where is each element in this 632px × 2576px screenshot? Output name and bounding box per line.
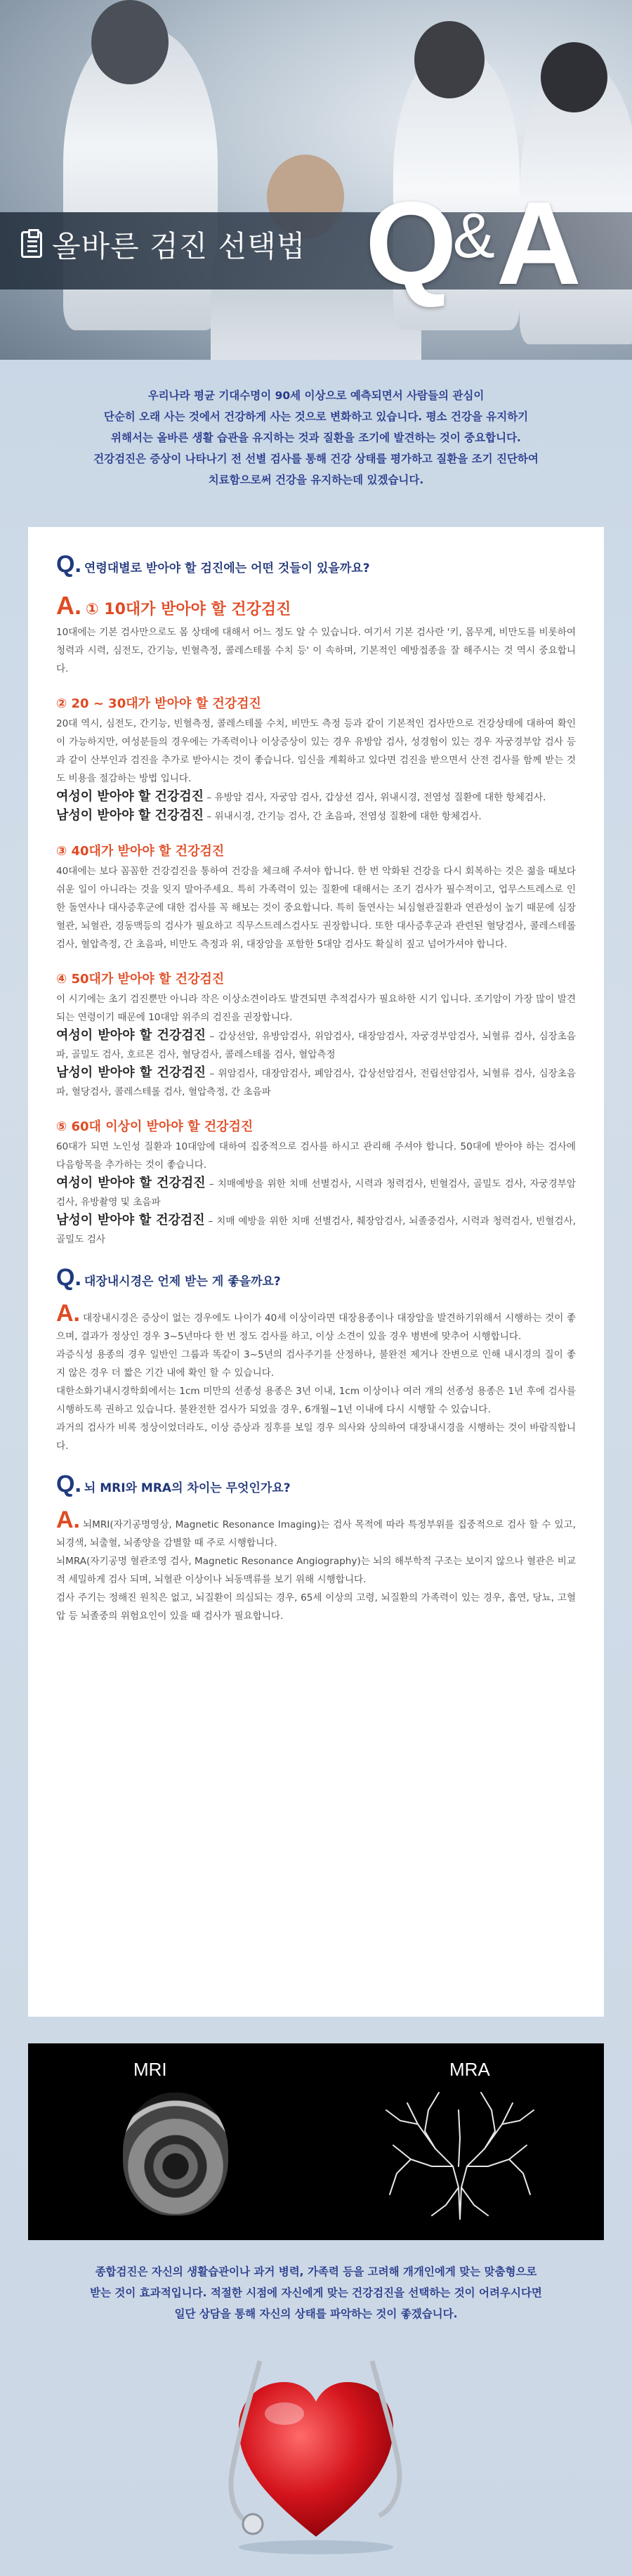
answer-3: [56, 1507, 576, 1552]
intro-line: 단순히 오래 사는 것에서 건강하게 사는 것으로 변화하고 있습니다. 평소 건강을 유지하기: [103, 410, 529, 423]
mra-image: [316, 2043, 604, 2240]
section-title: ⑤ 60대 이상이 받아야 할 건강검진: [56, 1119, 254, 1134]
male-list: – 위암검사, 대장암검사, 폐암검사, 갑상선암검사, 전립선암검사, 뇌혈류 검사, 심장초음파, 혈당검사, 콜레스테롤 검사, 혈압측정, 간 초음파: [56, 1068, 576, 1098]
female-list: – 유방암 검사, 자궁암 검사, 갑상선 검사, 위내시경, 전염성 질환에 대한 항체검사.: [204, 792, 546, 803]
qa-a: A: [496, 177, 577, 309]
a-letter: A.: [56, 591, 81, 620]
answer-1-head: [56, 591, 576, 620]
scan-images: [28, 2043, 604, 2240]
mra-label: MRA: [449, 2059, 490, 2080]
section-body: 이 시기에는 초기 검진뿐만 아니라 작은 이상소견이라도 발견되면 추적검사가 필요하한 시기 입니다. 조기암이 가장 많이 발견되는 연령이기 때문에 10대암 위주의 검진을 권장합니다.: [56, 994, 576, 1023]
mri-image: [28, 2043, 316, 2240]
female-label: 여성이 받아야 할 건강검진: [56, 1176, 206, 1190]
a-letter: A.: [56, 1300, 80, 1327]
hero-banner: [0, 0, 632, 360]
female-exams: [56, 1027, 576, 1064]
section-body: 40대에는 보다 꼼꼼한 건강검진을 통하여 건강을 체크해 주셔야 합니다. 한 번 악화된 건강을 다시 회복하는 것은 젊을 때보다 쉬운 일이 아니라는 것을 잊지 말아주세요. 특히 가족력이 있는 질환에 대해서는 조기 검사가 필수적이고, 업무스트레스로 인한 돌연사나 대사증후군에 대한 검사를 꼭 해보는 것이 중요합니다. 특히 돌연사는 뇌심혈관질환과 연관성이 높기 때문에 심장혈관, 뇌혈관, 경동맥등의 검사가 필요하고 직무스트레스검사도 권장합니다. 또한 대사증후군과 관련된 혈당검사, 콜레스테롤 검사, 혈압측정, 간 초음파, 비만도 측정과 위, 대장암을 포함한 5대암 검사도 확실히 짚고 넘어가셔야 합니다.: [56, 866, 576, 950]
question-text: 뇌 MRI와 MRA의 차이는 무엇인가요?: [84, 1481, 291, 1495]
section-body: 10대에는 기본 검사만으로도 몸 상태에 대해서 어느 정도 알 수 있습니다. 여기서 기본 검사란 '키, 몸무게, 비만도를 비롯하여 청력과 시력, 심전도, 간기능, 빈혈측정, 콜레스테롤 수치 등' 이 속하며, 기본적인 예방접종을 잘 해주시는 것 역시 중요합니다.: [56, 627, 576, 675]
section-title: ③ 40대가 받아야 할 건강검진: [56, 844, 225, 859]
answer-paragraph: 대장내시경은 증상이 없는 경우에도 나이가 40세 이상이라면 대장용종이나 대장암을 발견하기위해서 시행하는 것이 좋으며, 결과가 정상인 경우 3~5년마다 한 번 정도 검사를 하고, 이상 소견이 있을 경우 병변에 맞추어 시행합니다.: [56, 1313, 576, 1342]
answer-paragraph: 검사 주기는 정해진 원칙은 없고, 뇌질환이 의심되는 경우, 65세 이상의 고령, 뇌질환의 가족력이 있는 경우, 흡연, 당뇨, 고혈압 등 뇌졸중의 위험요인이 있을 때 검사가 필요합니다.: [56, 1592, 576, 1622]
section-title: ② 20 ~ 30대가 받아야 할 건강검진: [56, 696, 261, 711]
conclusion-line: 종합검진은 자신의 생활습관이나 과거 병력, 가족력 등을 고려해 개개인에게 맞는 맞춤형으로: [95, 2265, 537, 2278]
section-body: 20대 역시, 심전도, 간기능, 빈혈측정, 콜레스테롤 수치, 비만도 측정 등과 같이 기본적인 검사만으로 건강상태에 대하여 확인이 가능하지만, 여성분들의 경우에는 가족력이나 이상증상이 있는 경우 유방암 검사, 성경험이 있는 경우 자궁경부암 검사 등과 같이 산부인과 검진을 추가로 받아시는 것이 좋습니다. 임신을 계획하고 있다면 검진을 받으면서 산전 검사를 함께 받는 것도 비용을 절감하는 방법 입니다.: [56, 718, 576, 784]
female-label: 여성이 받아야 할 건강검진: [56, 1028, 206, 1043]
answer-paragraph: 과거의 검사가 비록 정상이었더라도, 이상 증상과 징후를 보일 경우 의사와 상의하여 대장내시경을 시행하는 것이 바람직합니다.: [56, 1422, 576, 1452]
female-list: – 갑상선암, 유방암검사, 위암검사, 대장암검사, 자궁경부암검사, 뇌혈류 검사, 심장초음파, 골밀도 검사, 호르몬 검사, 혈당검사, 콜레스테롤 검사, 혈압측정: [56, 1031, 576, 1060]
section-body: 60대가 되면 노인성 질환과 10대암에 대하여 집중적으로 검사를 하시고 관리해 주셔야 합니다. 50대에 받아야 하는 검사에 다음항목을 추가하는 것이 좋습니다.: [56, 1141, 576, 1171]
hero-title: 올바른 검진 선택법: [52, 229, 306, 264]
qa-amp: &: [452, 201, 495, 271]
section-title: ④ 50대가 받아야 할 건강검진: [56, 972, 225, 987]
conclusion-line: 받는 것이 효과적입니다. 적절한 시점에 자신에게 맞는 건강검진을 선택하는 것이 어려우시다면: [90, 2286, 542, 2299]
male-label: 남성이 받아야 할 건강검진: [56, 1213, 205, 1228]
answer-paragraph: 뇌MRI(자기공명영상, Magnetic Resonance Imaging)는 검사 목적에 따라 특정부위를 집중적으로 검사 할 수 있고, 뇌경색, 뇌출혈, 뇌종양을 감별할 때 주로 시행합니다.: [56, 1519, 576, 1549]
intro-text: [42, 385, 590, 490]
intro-line: 치료함으로써 건강을 유지하는데 있겠습니다.: [208, 474, 424, 486]
male-label: 남성이 받아야 할 건강검진: [56, 808, 204, 823]
female-label: 여성이 받아야 할 건강검진: [56, 789, 204, 804]
qa-q: Q: [365, 177, 452, 309]
intro-line: 우리나라 평균 기대수명이 90세 이상으로 예측되면서 사람들의 관심이: [147, 389, 485, 402]
male-list: – 위내시경, 간기능 검사, 간 초음파, 전염성 질환에 대한 항체검사.: [204, 811, 482, 822]
conclusion-text: [42, 2261, 590, 2324]
qa-card: [28, 527, 604, 2017]
answer-2: [56, 1300, 576, 1346]
conclusion-line: 일단 상담을 통해 자신의 상태를 파악하는 것이 좋겠습니다.: [174, 2308, 458, 2320]
female-exams: [56, 1174, 576, 1211]
question-1: [56, 551, 576, 578]
male-label: 남성이 받아야 할 건강검진: [56, 1065, 206, 1080]
answer-paragraph: 뇌MRA(자기공명 혈관조영 검사, Magnetic Resonance Angiography)는 뇌의 해부학적 구조는 보이지 않으나 혈관은 비교적 세밀하게 검사 되며, 뇌혈관 이상이나 뇌동맥류를 보기 위해 시행합니다.: [56, 1556, 576, 1585]
a-letter: A.: [56, 1507, 80, 1533]
nurse-head: [414, 21, 485, 98]
male-list: – 치매 예방을 위한 치매 선별검사, 췌장암검사, 뇌졸중검사, 시력과 청력검사, 빈혈검사, 골밀도 검사: [56, 1216, 576, 1245]
clipboard-icon: [21, 231, 42, 258]
female-list: – 치매예방을 위한 치매 선별검사, 시력과 청력검사, 빈혈검사, 골밀도 검사, 자궁경부암 검사, 유방촬영 및 초음파: [56, 1178, 576, 1208]
intro-line: 위해서는 올바른 생활 습관을 유지하는 것과 질환을 조기에 발견하는 것이 중요합니다.: [111, 431, 521, 444]
q-letter: Q.: [56, 1264, 81, 1291]
q-letter: Q.: [56, 551, 81, 578]
section-title: ① 10대가 받아야 할 건강검진: [86, 601, 291, 618]
hero-title-wrap: [21, 223, 305, 266]
brain-scan-graphic: [123, 2093, 228, 2216]
question-2: [56, 1264, 576, 1292]
heart-stethoscope-illustration: [211, 2347, 421, 2558]
male-exams: [56, 1064, 576, 1101]
question-text: 연령대별로 받아야 할 검진에는 어떤 것들이 있을까요?: [84, 561, 370, 575]
qa-logo: [365, 177, 577, 309]
vessel-scan-graphic: [369, 2082, 551, 2223]
intro-line: 건강검진은 증상이 나타나기 전 선별 검사를 통해 건강 상태를 평가하고 질환을 조기 진단하여: [93, 453, 539, 465]
male-exams: [56, 1211, 576, 1249]
mri-label: MRI: [133, 2059, 167, 2080]
question-text: 대장내시경은 언제 받는 게 좋을까요?: [84, 1275, 281, 1289]
answer-paragraph: 과증식성 용종의 경우 일반인 그룹과 똑같이 3~5년의 검사주기를 산정하나, 불완전 제거나 잔변으로 인해 내시경의 질이 좋지 않은 경우 더 짧은 기간 내에 확인 할 수 있습니다.: [56, 1349, 576, 1379]
doctor-head: [91, 0, 169, 84]
q-letter: Q.: [56, 1471, 81, 1497]
female-exams: [56, 788, 576, 807]
doctor-head-2: [541, 42, 607, 112]
question-3: [56, 1471, 576, 1498]
male-exams: [56, 807, 576, 826]
answer-paragraph: 대한소화기내시경학회에서는 1cm 미만의 선종성 용종은 3년 이내, 1cm 이상이나 여러 개의 선종성 용종은 1년 후에 검사를 시행하도록 권하고 있습니다. 불완전한 검사가 되었을 경우, 6개월~1년 이내에 다시 시행할 수 있습니다.: [56, 1386, 576, 1415]
